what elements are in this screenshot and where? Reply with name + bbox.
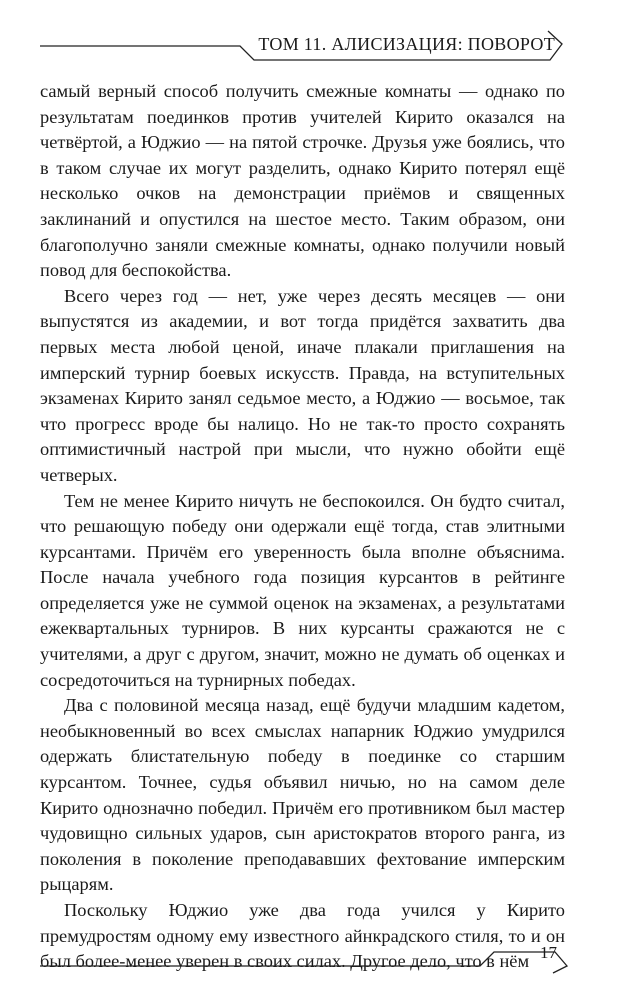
page-footer <box>40 938 575 974</box>
footer-rule <box>40 938 575 974</box>
body-text <box>40 79 565 975</box>
paragraph-3: Тем не менее Кирито ничуть не беспокоился. Он будто считал, что решающую победу они одержали ещё тогда, став элитными курсантами. Причём его уверенность была вполне объяснима. После начала учебного года позиция курсантов в рейтинге определяется уже не суммой оценок на экзаменах, а результатами ежеквартальных турниров. В них курсанты сражаются не с учителями, а друг с другом, значит, можно не думать об оценках и сосредоточиться на турнирных победах. <box>40 490 565 690</box>
paragraph-4: Два с половиной месяца назад, ещё будучи младшим кадетом, необыкновенный во всех смыслах напарник Юджио умудрился одержать блистательную победу в поединке со старшим курсантом. Точнее, судья объявил ничью, но на самом деле Кирито однозначно победил. Причём его противником был мастер чудовищно сильных ударов, сын аристократов второго ранга, из поколения в поколение преподававших фехтование имперским рыцарям. <box>40 695 565 895</box>
paragraph-2: Всего через год — нет, уже через десять месяцев — они выпустятся из академии, и вот тогда придётся захватить два первых места любой ценой, иначе плакали приглашения на имперский турнир боевых искусств. Правда, на вступительных экзаменах Кирито занял седьмое место, а Юджио — восьмое, так что прогресс вроде бы налицо. Но не так-то просто сохранять оптимистичный настрой при мысли, что нужно обойти ещё четверых. <box>40 285 565 485</box>
page-number: 17 <box>540 943 557 962</box>
paragraph-5: Поскольку Юджио уже два года учился у Кирито премудростям одному ему известного айнкрадского стиля, то и он был более-менее уверен в своих силах. Другое дело, что в нём <box>40 900 565 972</box>
header-title: ТОМ 11. АЛИСИЗАЦИЯ: ПОВОРОТ <box>258 34 555 54</box>
running-header <box>40 30 575 64</box>
paragraph-1: самый верный способ получить смежные комнаты — однако по результатам поединков против учителей Кирито оказался на четвёртой, а Юджио — на пятой строчке. Друзья уже боялись, что в таком случае их могут разделить, однако Кирито потерял ещё несколько очков на демонстрации приёмов и священных заклинаний и опустился на шестое место. Таким образом, они благополучно заняли смежные комнаты, однако получили новый повод для беспокойства. <box>40 81 565 281</box>
